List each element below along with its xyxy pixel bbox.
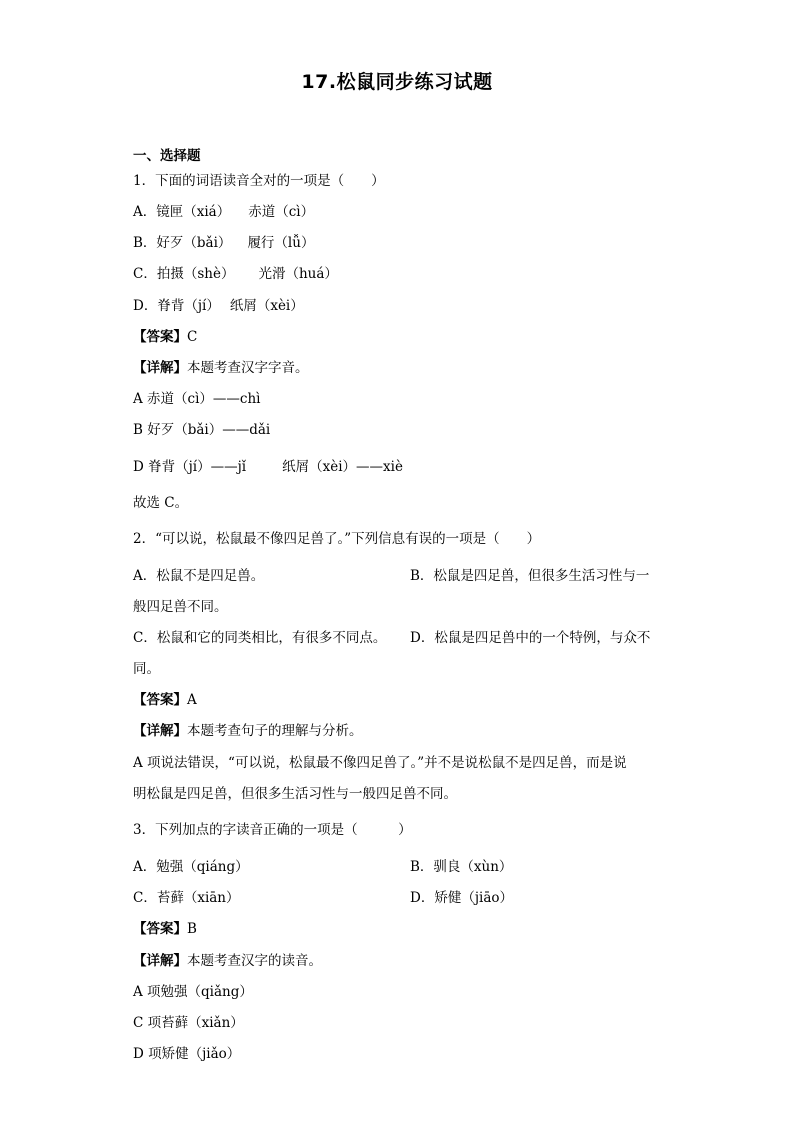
answer-value: C xyxy=(187,329,198,345)
q3-option-a: A．勉强（qiáng） xyxy=(133,859,249,875)
q1-option-c xyxy=(133,264,338,284)
q1-explain-line xyxy=(133,457,403,477)
q2-option-d-cont: 同。 xyxy=(133,661,160,677)
q1-answer xyxy=(133,327,197,347)
q1-option-d-word1: D．脊背（jí） xyxy=(133,298,220,314)
q2-option-c: C．松鼠和它的同类相比，有很多不同点。 xyxy=(133,630,387,646)
detail-tag: 【详解】 xyxy=(133,360,187,376)
q2-option-a: A．松鼠不是四足兽。 xyxy=(133,568,265,584)
q3-option-d: D．矫健（jiāo） xyxy=(410,890,514,906)
q1-option-b-word1: B．好歹（bǎi） xyxy=(133,235,232,251)
detail-tag: 【详解】 xyxy=(133,953,187,969)
q2-option-b: B．松鼠是四足兽，但很多生活习性与一 xyxy=(410,568,650,584)
detail-text: 本题考查汉字的读音。 xyxy=(187,953,322,969)
q3-detail xyxy=(133,951,322,971)
q3-option-c: C．苔藓（xiān） xyxy=(133,890,240,906)
q1-conclusion: 故选 C。 xyxy=(133,495,189,511)
q2-explain-line: A 项说法错误，“可以说，松鼠最不像四足兽了。”并不是说松鼠不是四足兽，而是说 xyxy=(133,755,627,771)
q3-answer xyxy=(133,919,197,939)
q1-explain-d2: 纸屑（xèi）——xiè xyxy=(282,459,403,475)
q1-option-d-word2: 纸屑（xèi） xyxy=(229,298,304,314)
detail-text: 本题考查汉字字音。 xyxy=(187,360,309,376)
q1-option-a xyxy=(133,202,314,222)
q2-option-b-cont: 般四足兽不同。 xyxy=(133,599,228,615)
answer-tag: 【答案】 xyxy=(133,692,187,708)
q1-option-b xyxy=(133,233,314,253)
q2-stem: 2．“可以说，松鼠最不像四足兽了。”下列信息有误的一项是（ ） xyxy=(133,531,541,547)
page-title: 17.松鼠同步练习试题 xyxy=(301,71,493,93)
q3-stem: 3．下列加点的字读音正确的一项是（ ） xyxy=(133,822,412,838)
q1-option-a-word1: A．镜匣（xiá） xyxy=(133,204,231,220)
detail-tag: 【详解】 xyxy=(133,723,187,739)
q3-explain-line: A 项勉强（qiǎng） xyxy=(133,984,253,1000)
q1-explain-line: B 好歹（bǎi）——dǎi xyxy=(133,422,271,438)
answer-tag: 【答案】 xyxy=(133,329,187,345)
answer-value: A xyxy=(187,692,197,708)
q3-explain-line: D 项矫健（jiǎo） xyxy=(133,1046,241,1062)
q1-option-c-word1: C．拍摄（shè） xyxy=(133,266,235,282)
q2-explain-line: 明松鼠是四足兽，但很多生活习性与一般四足兽不同。 xyxy=(133,786,457,802)
q1-stem: 1．下面的词语读音全对的一项是（ ） xyxy=(133,173,385,189)
q2-detail xyxy=(133,721,363,741)
q2-option-d: D．松鼠是四足兽中的一个特例，与众不 xyxy=(410,630,651,646)
q3-explain-line: C 项苔藓（xiǎn） xyxy=(133,1015,244,1031)
q1-explain-line: A 赤道（cì）——chì xyxy=(133,391,261,407)
q1-explain-d1: D 脊背（jí）——jǐ xyxy=(133,459,247,475)
answer-tag: 【答案】 xyxy=(133,921,187,937)
q1-detail xyxy=(133,358,309,378)
q2-answer xyxy=(133,690,197,710)
q1-option-b-word2: 履行（lǚ） xyxy=(247,235,315,251)
q3-option-b: B．驯良（xùn） xyxy=(410,859,513,875)
detail-text: 本题考查句子的理解与分析。 xyxy=(187,723,363,739)
q1-option-d xyxy=(133,296,304,316)
answer-value: B xyxy=(187,921,197,937)
section-heading: 一、选择题 xyxy=(133,148,201,164)
q1-option-c-word2: 光滑（huá） xyxy=(258,266,338,282)
q1-option-a-word2: 赤道（cì） xyxy=(248,204,315,220)
